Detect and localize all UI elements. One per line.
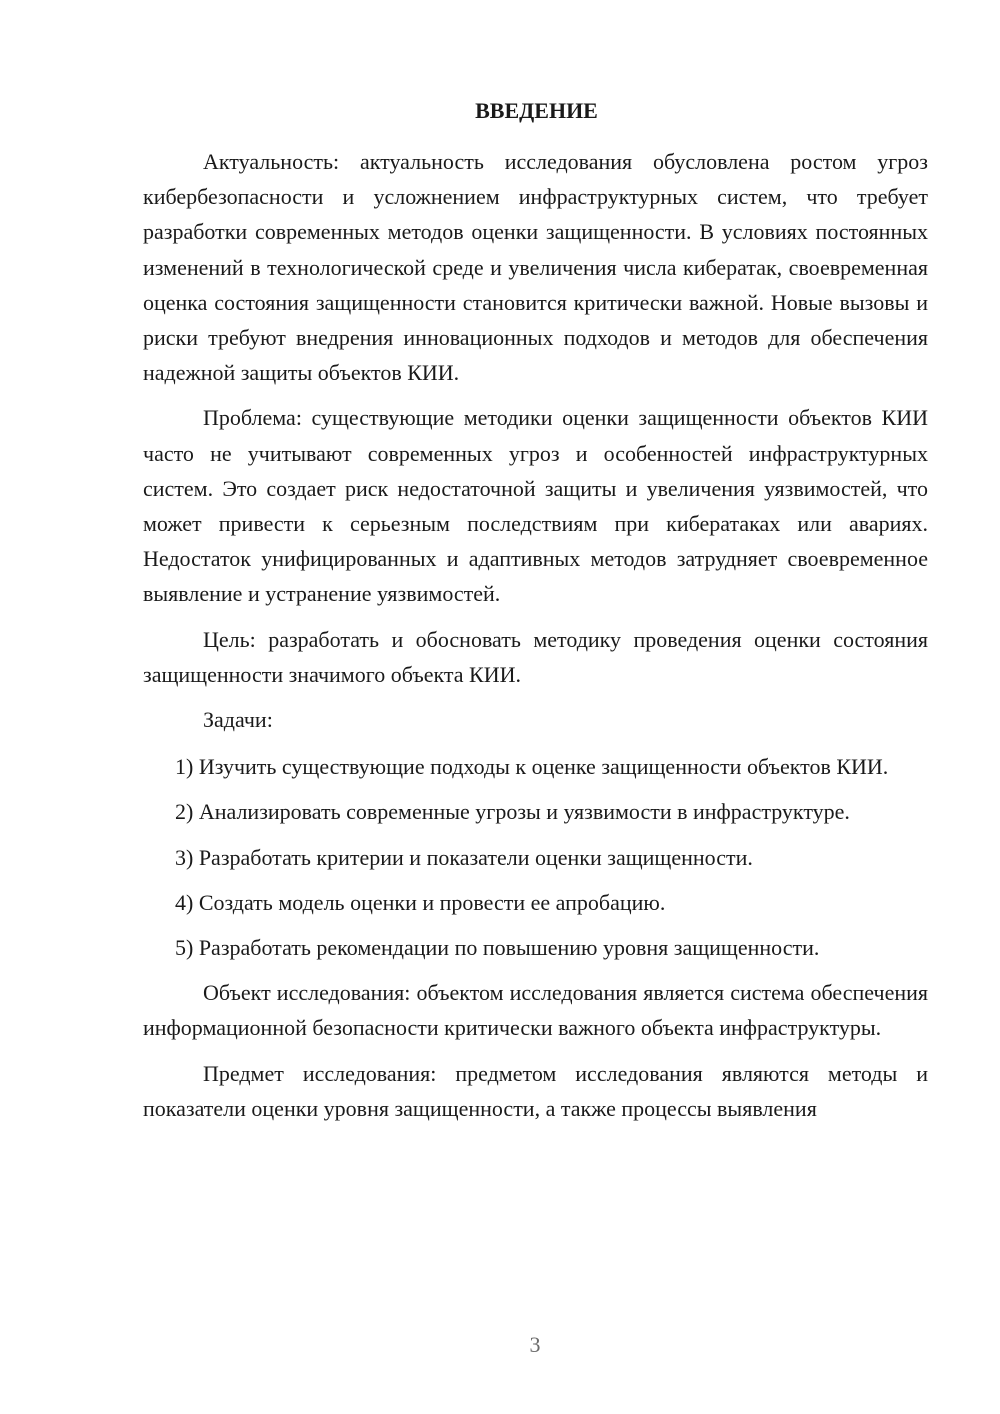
tasks-title: Задачи: [203, 707, 273, 733]
task-item-2: 2) Анализировать современные угрозы и уязвимости в инфраструктуре. [175, 799, 850, 825]
paragraph-problem: Проблема: существующие методики оценки защищенности объектов КИИ часто не учитывают современных угроз и особенностей инфраструктурных систем. Это создает риск недостаточной защиты и увеличения уязвимостей, что может привести к серьезным последствиям при кибератаках или авариях. Недостаток унифицированных и адаптивных методов затрудняет своевременное выявление и устранение уязвимостей. [143, 405, 928, 607]
paragraph-relevance: Актуальность: актуальность исследования обусловлена ростом угроз кибербезопасности и усложнением инфраструктурных систем, что требует разработки современных методов оценки защищенности. В условиях постоянных изменений в технологической среде и увеличения числа кибератак, своевременная оценка состояния защищенности становится критически важной. Новые вызовы и риски требуют внедрения инновационных подходов и методов для обеспечения надежной защиты объектов КИИ. [143, 149, 928, 386]
task-item-3: 3) Разработать критерии и показатели оценки защищенности. [175, 844, 753, 870]
task-item-1: 1) Изучить существующие подходы к оценке защищенности объектов КИИ. [175, 754, 889, 780]
task-item-5: 5) Разработать рекомендации по повышению уровня защищенности. [175, 935, 820, 961]
document-page [143, 96, 928, 1136]
paragraph-subject: Предмет исследования: предметом исследования являются методы и показатели оценки уровня защищенности, а также процессы выявления [143, 1060, 928, 1121]
page-number: 3 [529, 1332, 541, 1357]
paragraph-object: Объект исследования: объектом исследования является система обеспечения информационной безопасности критически важного объекта инфраструктуры. [143, 980, 928, 1041]
paragraph-goal: Цель: разработать и обосновать методику проведения оценки состояния защищенности значимого объекта КИИ. [143, 626, 928, 687]
task-item-4: 4) Создать модель оценки и провести ее апробацию. [175, 889, 666, 915]
section-heading: ВВЕДЕНИЕ [475, 98, 598, 123]
